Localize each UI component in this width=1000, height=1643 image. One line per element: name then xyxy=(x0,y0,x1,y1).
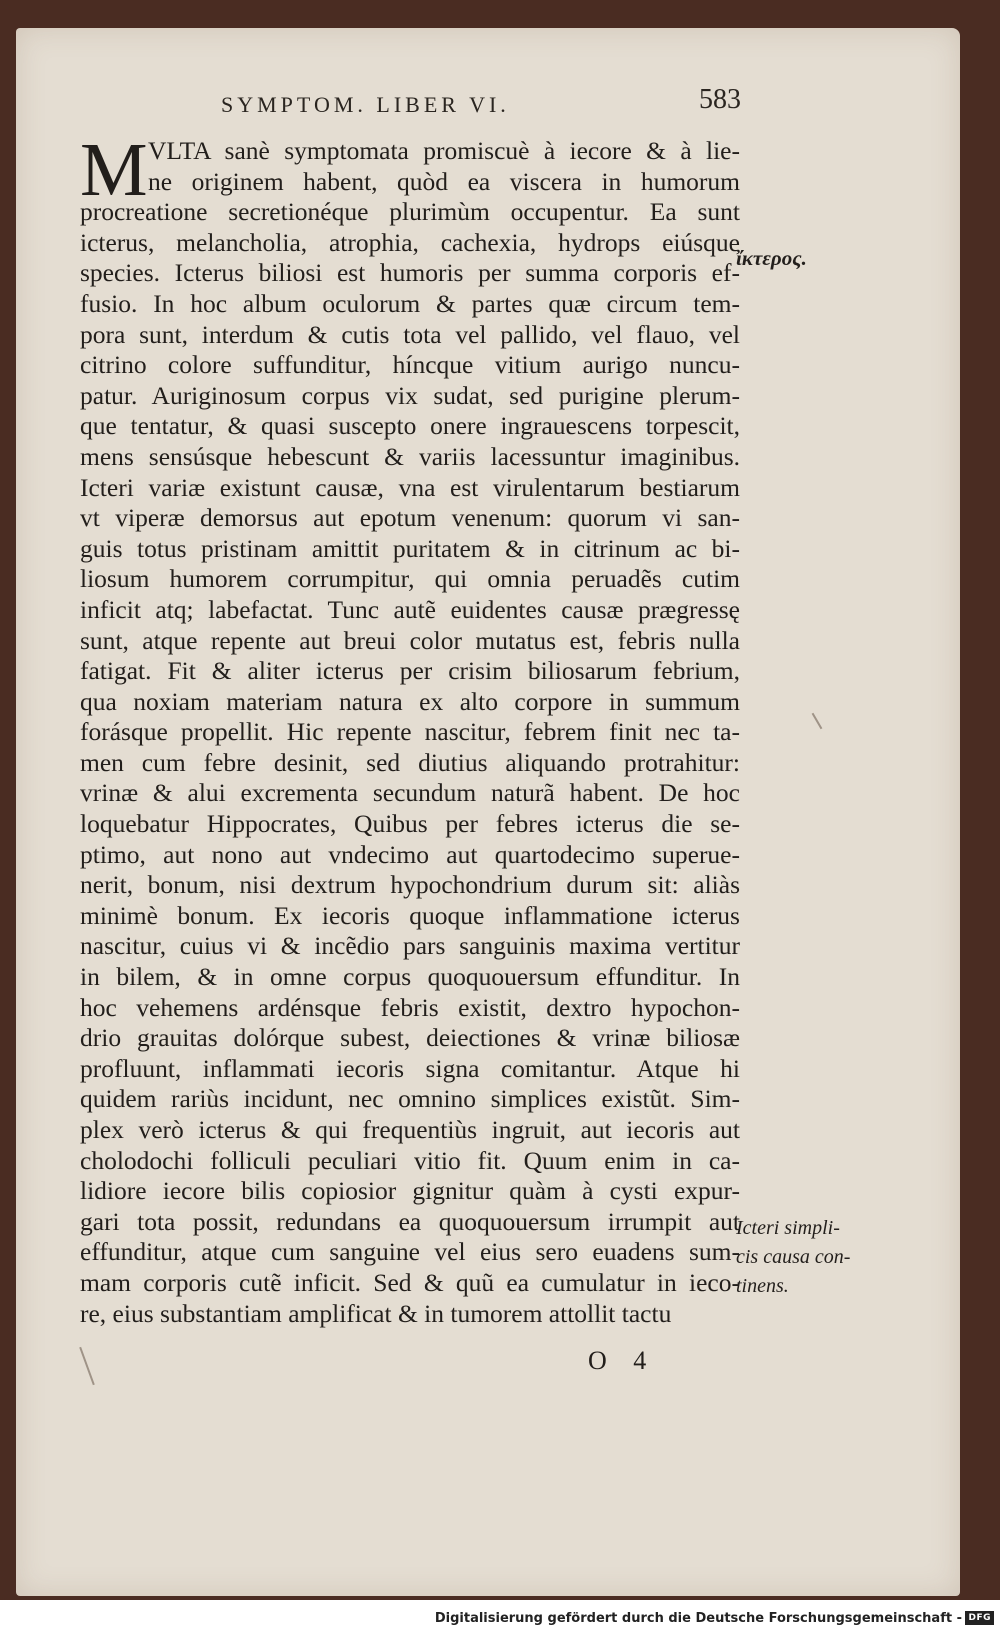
text-line: citrino colore suffunditur, híncque vitium aurigo nuncu- xyxy=(80,350,740,380)
text-line: mens sensúsque hebescunt & variis lacessuntur imaginibus. xyxy=(80,441,740,471)
text-line: qua noxiam materiam natura ex alto corpore in summum xyxy=(80,686,740,716)
text-line: Icteri variæ existunt causæ, vna est virulentarum bestiarum xyxy=(80,472,740,502)
text-line: guis totus pristinam amittit puritatem & in citrinum ac bi- xyxy=(80,533,740,563)
text-line: plex verò icterus & qui frequentiùs ingruit, aut iecoris aut xyxy=(80,1115,740,1144)
footer-credit: Digitalisierung gefördert durch die Deutsche Forschungsgemeinschaft - xyxy=(434,1611,962,1626)
drop-cap: M xyxy=(80,128,148,212)
main-text xyxy=(80,128,740,1329)
running-head: SYMPTOM. LIBER VI. xyxy=(221,92,510,117)
digitization-footer xyxy=(0,1600,1000,1643)
text-line: inficit atq; labefactat. Tunc autẽ euidentes causæ prægressę xyxy=(80,594,740,624)
text-line: nascitur, cuius vi & incẽdio pars sanguinis maxima vertitur xyxy=(80,931,740,961)
page-blemish xyxy=(79,1347,95,1385)
marginal-note-line: Icteri simpli- xyxy=(736,1217,840,1239)
marginal-note-greek: ἴκτερος. xyxy=(736,246,807,270)
text-line: men cum febre desinit, sed diutius aliquando protrahitur: xyxy=(80,747,740,777)
text-line: nerit, bonum, nisi dextrum hypochondrium durum sit: aliàs xyxy=(80,870,740,900)
text-line: vrinæ & alui excrementa secundum naturã habent. De hoc xyxy=(80,778,740,808)
text-line: quidem rariùs incidunt, nec omnino simplices existũt. Sim- xyxy=(80,1084,740,1114)
text-line: mam corporis cutẽ inficit. Sed & quũ ea cumulatur in ieco- xyxy=(80,1267,740,1297)
marginal-note-line: tinens. xyxy=(736,1275,789,1297)
dfg-logo: DFG xyxy=(965,1611,994,1625)
page-blemish xyxy=(812,713,823,730)
text-line: liosum humorem corrumpitur, qui omnia peruadẽs cutim xyxy=(80,564,740,594)
text-line: loquebatur Hippocrates, Quibus per febres icterus die se- xyxy=(80,809,740,839)
page-header xyxy=(221,84,741,124)
text-line: fusio. In hoc album oculorum & partes quæ circum tem- xyxy=(80,288,740,318)
page-number: 583 xyxy=(699,84,741,115)
text-line: pora sunt, interdum & cutis tota vel pallido, vel flauo, vel xyxy=(80,319,740,349)
text-line: species. Icterus biliosi est humoris per summa corporis ef- xyxy=(80,258,740,288)
text-line: fatigat. Fit & aliter icterus per crisim biliosarum febrium, xyxy=(80,656,740,686)
signature-mark: O 4 xyxy=(588,1346,657,1375)
text-line: gari tota possit, redundans ea quoquouersum irrumpit aut xyxy=(80,1206,740,1236)
text-line: cholodochi folliculi peculiari vitio fit. Quum enim in ca- xyxy=(80,1145,740,1175)
text-line: procreatione secretionéque plurimùm occupentur. Ea sunt xyxy=(80,197,740,227)
text-line: re, eius substantiam amplificat & in tumorem attollit tactu xyxy=(80,1298,672,1328)
text-line: in bilem, & in omne corpus quoquouersum effunditur. In xyxy=(80,962,740,992)
text-line: profluunt, inflammati iecoris signa comitantur. Atque hi xyxy=(80,1053,740,1083)
text-line: drio grauitas dolórque subest, deiectiones & vrinæ biliosæ xyxy=(80,1023,740,1053)
text-line: effunditur, atque cum sanguine vel eius sero euadens sum- xyxy=(80,1237,740,1267)
text-line: sunt, atque repente aut breui color mutatus est, febris nulla xyxy=(80,625,740,655)
text-line: lidiore iecore bilis copiosior gignitur quàm à cysti expur- xyxy=(80,1176,740,1206)
text-line: patur. Auriginosum corpus vix sudat, sed purigine plerum- xyxy=(80,380,740,410)
text-line: VLTA sanè symptomata promiscuè à iecore & à lie- xyxy=(148,136,740,165)
text-line: icterus, melancholia, atrophia, cachexia, hydrops eiúsque xyxy=(80,227,740,257)
text-line: ne originem habent, quòd ea viscera in humorum xyxy=(148,166,740,196)
text-line: minimè bonum. Ex iecoris quoque inflammatione icterus xyxy=(80,900,740,930)
text-line: hoc vehemens ardénsque febris existit, dextro hypochon- xyxy=(80,992,740,1022)
book-page xyxy=(16,28,960,1596)
text-line: ptimo, aut nono aut vndecimo aut quartodecimo superue- xyxy=(80,839,740,869)
marginal-note-causa xyxy=(736,1214,850,1301)
text-line: que tentatur, & quasi suscepto onere ingrauescens torpescit, xyxy=(80,411,740,441)
marginal-note-line: cis causa con- xyxy=(736,1246,851,1268)
text-line: vt viperæ demorsus aut epotum venenum: quorum vi san- xyxy=(80,503,740,533)
text-line: forásque propellit. Hic repente nascitur, febrem finit nec ta- xyxy=(80,717,740,747)
